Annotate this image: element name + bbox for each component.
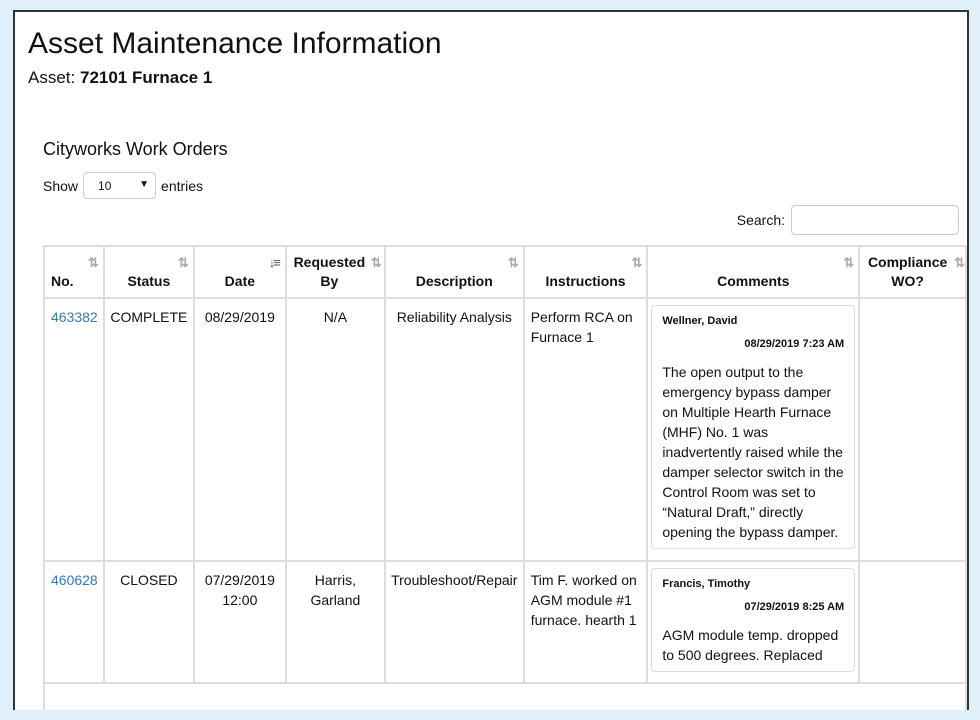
sort-icon: ⇅ <box>177 255 187 270</box>
column-header-requested-by[interactable]: ⇅ Requested By <box>286 246 385 298</box>
work-order-link[interactable]: 460628 <box>51 572 98 588</box>
column-header-description[interactable]: ⇅ Description <box>385 246 524 298</box>
cell-date: 08/29/2019 <box>194 298 286 561</box>
table-footer-row <box>44 683 966 710</box>
content-area <box>15 109 967 710</box>
page-title: Asset Maintenance Information <box>28 27 442 60</box>
column-header-no[interactable]: ⇅ No. <box>44 246 104 298</box>
cell-comments <box>647 298 859 561</box>
section-title: Cityworks Work Orders <box>43 139 228 159</box>
sort-icon: ⇅ <box>507 255 517 270</box>
comment-text: The open output to the emergency bypass damper on Multiple Hearth Furnace (MHF) No. 1 was inadvertently raised while the damper selector switch in the Control Room was set to “Natural Draft,” directly opening the bypass damper. <box>662 364 844 540</box>
cell-requested-by: N/A <box>286 298 385 561</box>
column-header-date[interactable]: ↓≡ Date <box>194 246 286 298</box>
sort-icon: ⇅ <box>843 255 853 270</box>
show-label: Show <box>43 177 79 194</box>
sort-icon: ⇅ <box>631 255 641 270</box>
cell-requested-by: Harris, Garland <box>286 561 385 683</box>
app-window <box>13 10 969 710</box>
sort-icon: ⇅ <box>88 255 97 270</box>
entries-label: entries <box>161 177 204 194</box>
comment-date: 07/29/2019 8:25 AM <box>744 601 845 613</box>
chevron-down-icon: ▼ <box>139 179 150 190</box>
page-header <box>15 12 967 111</box>
entries-select-value: 10 <box>98 178 112 193</box>
asset-label: Asset: <box>28 68 76 87</box>
table-header-row <box>44 246 966 298</box>
work-orders-panel <box>15 109 967 710</box>
cell-status: CLOSED <box>104 561 194 683</box>
asset-line <box>28 68 967 88</box>
cell-compliance <box>859 298 966 561</box>
cell-no <box>44 298 104 561</box>
sort-icon: ⇅ <box>954 255 963 270</box>
comment-date: 08/29/2019 7:23 AM <box>744 338 845 350</box>
work-order-link[interactable]: 463382 <box>51 309 98 325</box>
search-input[interactable] <box>791 205 959 235</box>
work-orders-table <box>43 245 967 710</box>
cell-comments <box>647 561 859 683</box>
cell-description: Troubleshoot/Repair <box>385 561 524 683</box>
sort-icon: ⇅ <box>370 255 380 270</box>
sort-desc-icon: ↓≡ <box>268 255 279 270</box>
asset-value: 72101 Furnace 1 <box>79 68 213 87</box>
comment-author: Francis, Timothy <box>662 578 751 590</box>
cell-compliance <box>859 561 966 683</box>
entries-select[interactable] <box>83 172 156 199</box>
search-label: Search: <box>736 212 785 228</box>
cell-status: COMPLETE <box>104 298 194 561</box>
cell-description: Reliability Analysis <box>385 298 524 561</box>
column-header-compliance[interactable]: ⇅ Compliance WO? <box>859 246 966 298</box>
cell-instructions: Perform RCA on Furnace 1 <box>524 298 648 561</box>
search-control <box>737 205 959 235</box>
cell-date: 07/29/2019 12:00 <box>194 561 286 683</box>
comment-text: AGM module temp. dropped to 500 degrees. Replaced <box>662 627 839 663</box>
column-header-instructions[interactable]: ⇅ Instructions <box>524 246 648 298</box>
cell-no <box>44 561 104 683</box>
table-row <box>44 561 966 683</box>
table-row <box>44 298 966 561</box>
table-footer <box>44 683 966 710</box>
column-header-status[interactable]: ⇅ Status <box>104 246 194 298</box>
entries-length-control <box>43 172 203 199</box>
cell-instructions: Tim F. worked on AGM module #1 furnace. hearth 1 <box>524 561 648 683</box>
comment-author: Wellner, David <box>662 315 738 327</box>
comment-card <box>651 568 855 672</box>
column-header-comments[interactable]: ⇅ Comments <box>647 246 859 298</box>
comment-card <box>651 305 855 549</box>
